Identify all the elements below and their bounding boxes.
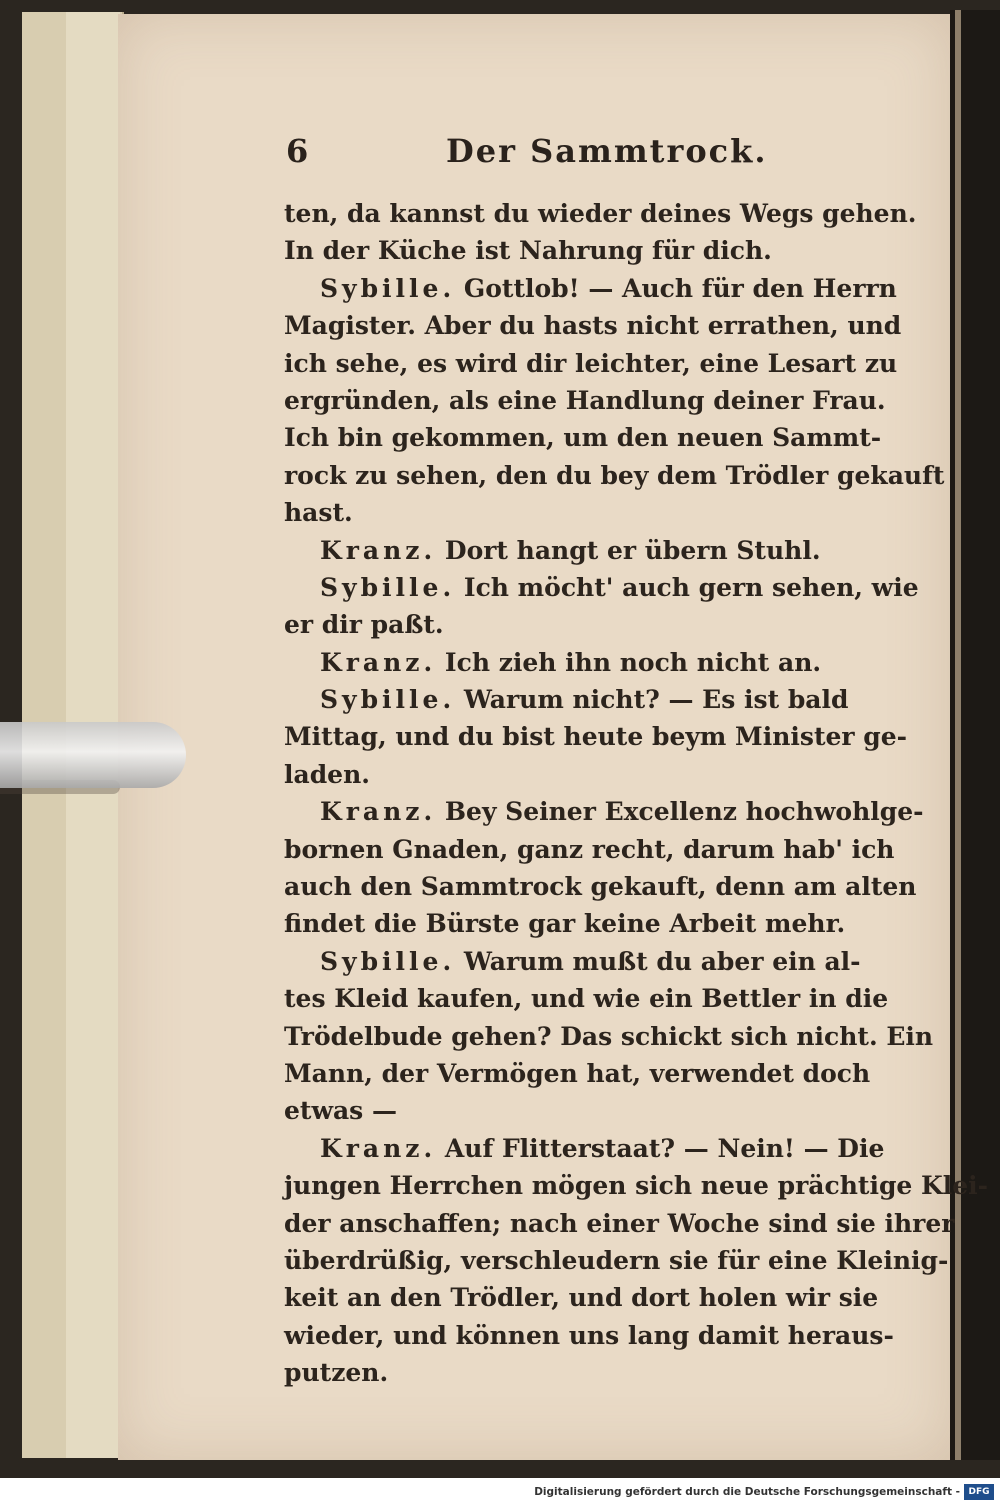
line-text: ten, da kannst du wieder deines Wegs gehen. — [284, 199, 917, 228]
speaker-name: Kranz. — [320, 797, 437, 827]
text-line — [284, 1092, 884, 1129]
text-line — [284, 905, 884, 942]
line-text: In der Küche ist Nahrung für dich. — [284, 236, 772, 266]
text-line — [284, 307, 902, 344]
text-line — [284, 532, 884, 569]
text-line — [284, 419, 884, 456]
page-edge — [955, 10, 961, 1460]
text-line — [284, 382, 884, 419]
line-text: Trödelbude gehen? Das schickt sich nicht. Ein — [284, 1021, 934, 1051]
text-line — [284, 1317, 894, 1354]
line-text: Mittag, und du bist heute beym Minister ge- — [284, 722, 908, 752]
line-text: ergründen, als eine Handlung deiner Frau. — [284, 385, 886, 415]
line-text: Warum mußt du aber ein al- — [463, 946, 861, 976]
line-text: auch den Sammtrock gekauft, denn am alten — [284, 872, 917, 902]
speaker-name: Sybille. — [320, 273, 456, 303]
text-line — [284, 1130, 884, 1167]
line-text: Ich zieh ihn noch nicht an. — [444, 647, 822, 677]
text-line — [284, 345, 898, 382]
funding-credit: Digitalisierung gefördert durch die Deutsche Forschungsgemeinschaft - — [534, 1486, 960, 1498]
line-text: keit an den Trödler, und dort holen wir sie — [284, 1283, 879, 1313]
text-line — [284, 1279, 884, 1316]
line-text: jungen Herrchen mögen sich neue prächtige Klei- — [284, 1171, 989, 1201]
page-number: 6 — [286, 132, 309, 170]
text-line — [284, 980, 889, 1017]
line-text: rock zu sehen, den du bey dem Trödler gekauft — [284, 460, 945, 490]
line-text: er dir paßt. — [284, 610, 444, 640]
line-text: tes Kleid kaufen, und wie ein Bettler in die — [284, 984, 889, 1014]
text-line — [284, 1167, 989, 1204]
line-text: Ich möcht' auch gern sehen, wie — [463, 572, 919, 602]
line-text: Bey Seiner Excellenz hochwohlge- — [444, 797, 924, 827]
line-text: etwas — — [284, 1096, 397, 1126]
text-line — [284, 606, 884, 643]
footer-bar — [0, 1478, 1000, 1507]
speaker-name: Kranz. — [320, 647, 437, 677]
text-line — [284, 681, 884, 718]
line-text: laden. — [284, 759, 370, 789]
text-line — [284, 1242, 949, 1279]
line-text: Magister. Aber du hasts nicht errathen, und — [284, 311, 902, 341]
line-text: Mann, der Vermögen hat, verwendet doch — [284, 1058, 871, 1088]
speaker-name: Sybille. — [320, 572, 456, 602]
line-text: ich sehe, es wird dir leichter, eine Lesart zu — [284, 348, 898, 378]
text-line — [284, 457, 945, 494]
line-text: putzen. — [284, 1358, 389, 1388]
line-text: überdrüßig, verschleudern sie für eine Kleinig- — [284, 1245, 949, 1275]
text-line — [284, 644, 884, 681]
line-text: Dort hangt er übern Stuhl. — [444, 535, 821, 565]
text-line — [284, 793, 924, 830]
text-line — [284, 1205, 955, 1242]
text-line — [284, 831, 895, 868]
text-line — [284, 494, 884, 531]
line-text: findet die Bürste gar keine Arbeit mehr. — [284, 909, 846, 939]
speaker-name: Sybille. — [320, 946, 456, 976]
line-text: hast. — [284, 498, 353, 528]
page-header — [286, 132, 886, 172]
text-line — [284, 270, 897, 307]
speaker-name: Kranz. — [320, 1133, 437, 1163]
text-line — [284, 195, 917, 232]
line-text: Warum nicht? — Es ist bald — [463, 685, 849, 715]
text-line — [284, 1354, 884, 1391]
line-text: Ich bin gekommen, um den neuen Sammt- — [284, 423, 882, 453]
body-text — [284, 195, 989, 1392]
speaker-name: Sybille. — [320, 685, 456, 715]
line-text: Auf Flitterstaat? — Nein! — Die — [444, 1133, 885, 1163]
speaker-name: Kranz. — [320, 535, 437, 565]
text-line — [284, 718, 908, 755]
line-text: wieder, und können uns lang damit heraus- — [284, 1320, 894, 1350]
text-line — [284, 232, 884, 269]
text-line — [284, 569, 919, 606]
text-line — [284, 943, 884, 980]
page-holder-clip — [0, 722, 186, 788]
line-text: Gottlob! — Auch für den Herrn — [463, 273, 897, 303]
running-title: Der Sammtrock. — [446, 132, 768, 170]
line-text: der anschaffen; nach einer Woche sind sie ihrer — [284, 1208, 955, 1238]
text-line — [284, 1018, 934, 1055]
text-line — [284, 756, 884, 793]
line-text: bornen Gnaden, ganz recht, darum hab' ich — [284, 834, 895, 864]
dfg-logo: DFG — [964, 1484, 994, 1500]
text-line — [284, 868, 917, 905]
text-line — [284, 1055, 884, 1092]
